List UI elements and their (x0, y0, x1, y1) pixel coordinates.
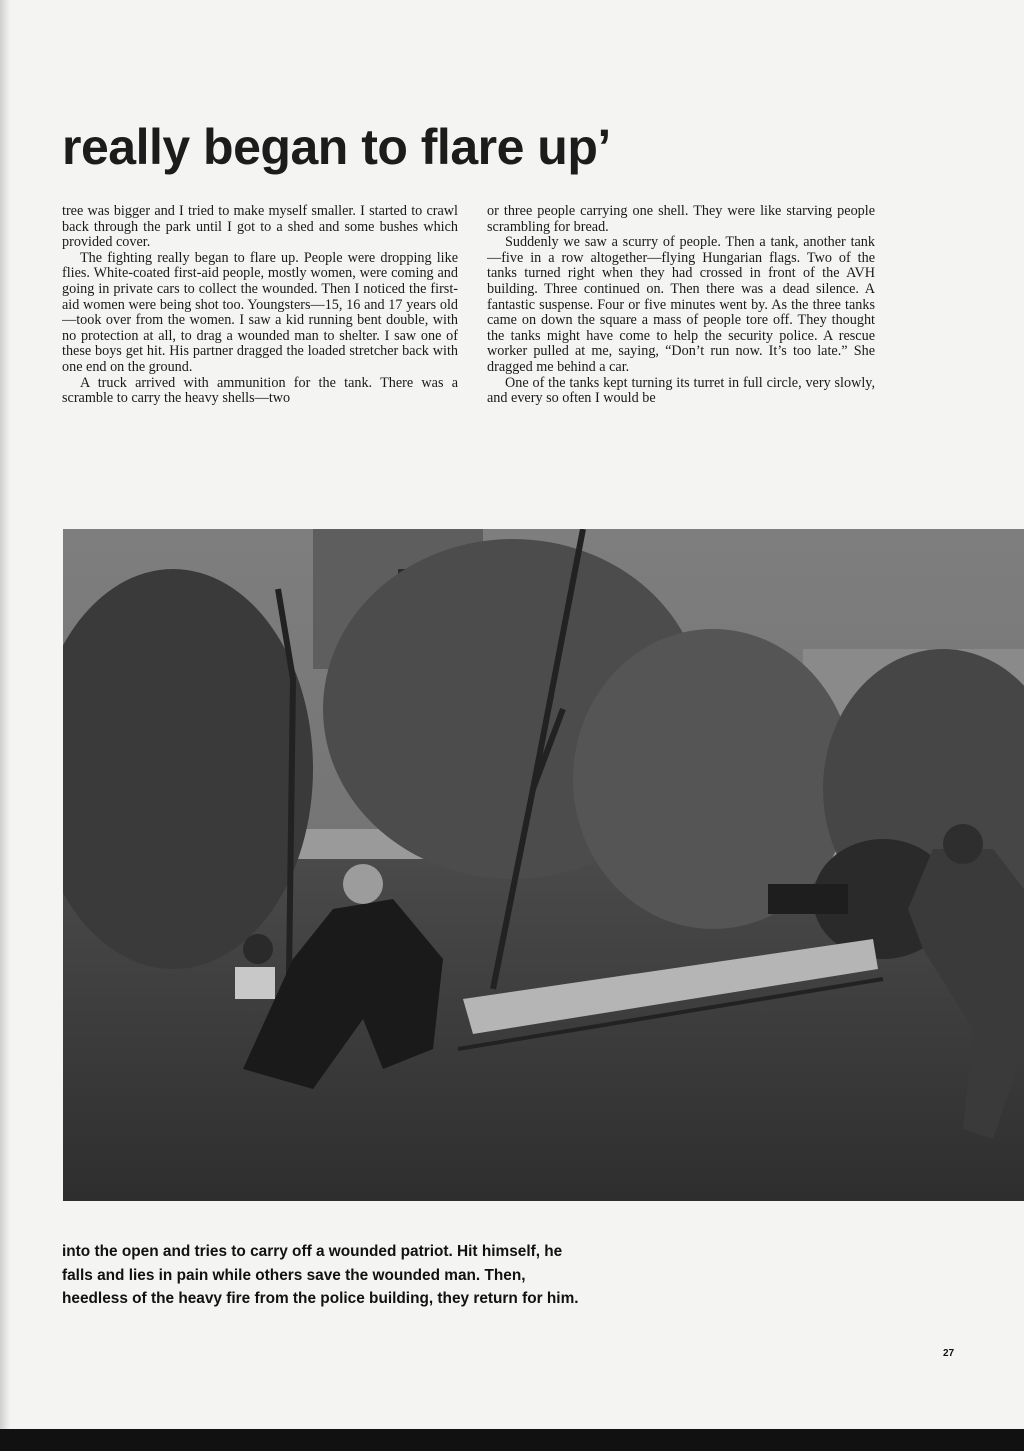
left-column (62, 204, 458, 504)
photo-caption: into the open and tries to carry off a wounded patriot. Hit himself, he falls and lies in pain while others save the wounded man. Then, heedless of the heavy fire from the police building, they return for him. (62, 1243, 579, 1307)
photo-bench (768, 884, 848, 914)
right-paragraph-3: One of the tanks kept turning its turret in full circle, very slowly, and every so often I would be (487, 374, 875, 407)
page-edge (0, 0, 10, 1451)
left-paragraph-2: The fighting really began to flare up. People were dropping like flies. White-coated first-aid people, mostly women, were coming and going in private cars to collect the wounded. Then I noticed the first-aid women were being shot too. Youngsters—15, 16 and 17 years old—took over from the women. I saw a kid running bent double, with no protection at all, to drag a wounded man to shelter. I saw one of these boys get hit. His partner dragged the loaded stretcher back with one end on the ground. (62, 249, 458, 375)
photo-figure-wounded (243, 934, 273, 964)
scan-border (0, 1429, 1024, 1451)
left-paragraph-1: tree was bigger and I tried to make myself smaller. I started to crawl back through the park until I got to a shed and some bushes which provided cover. (62, 204, 458, 251)
right-paragraph-2: Suddenly we saw a scurry of people. Then a tank, another tank—five in a row altogether—flying Hungarian flags. Two of the tanks turned right when they had crossed in front of the AVH building. Three continued on. Then there was a dead silence. A fantastic suspense. Four or five minutes went by. As the three tanks came on down the square a mass of people tore off. They thought the tanks might have come to help the security police. A rescue worker pulled at me, saying, “Don’t run now. It’s too late.” She dragged me behind a car. (487, 234, 875, 375)
headline: really began to flare up’ (62, 119, 611, 175)
page-number: 27 (943, 1348, 955, 1359)
right-column (487, 204, 875, 504)
right-paragraph-1: or three people carrying one shell. They were like starving people scrambling for bread. (487, 204, 875, 235)
left-paragraph-3: A truck arrived with ammunition for the tank. There was a scramble to carry the heavy shells—two (62, 374, 458, 407)
news-photo (63, 529, 1024, 1201)
